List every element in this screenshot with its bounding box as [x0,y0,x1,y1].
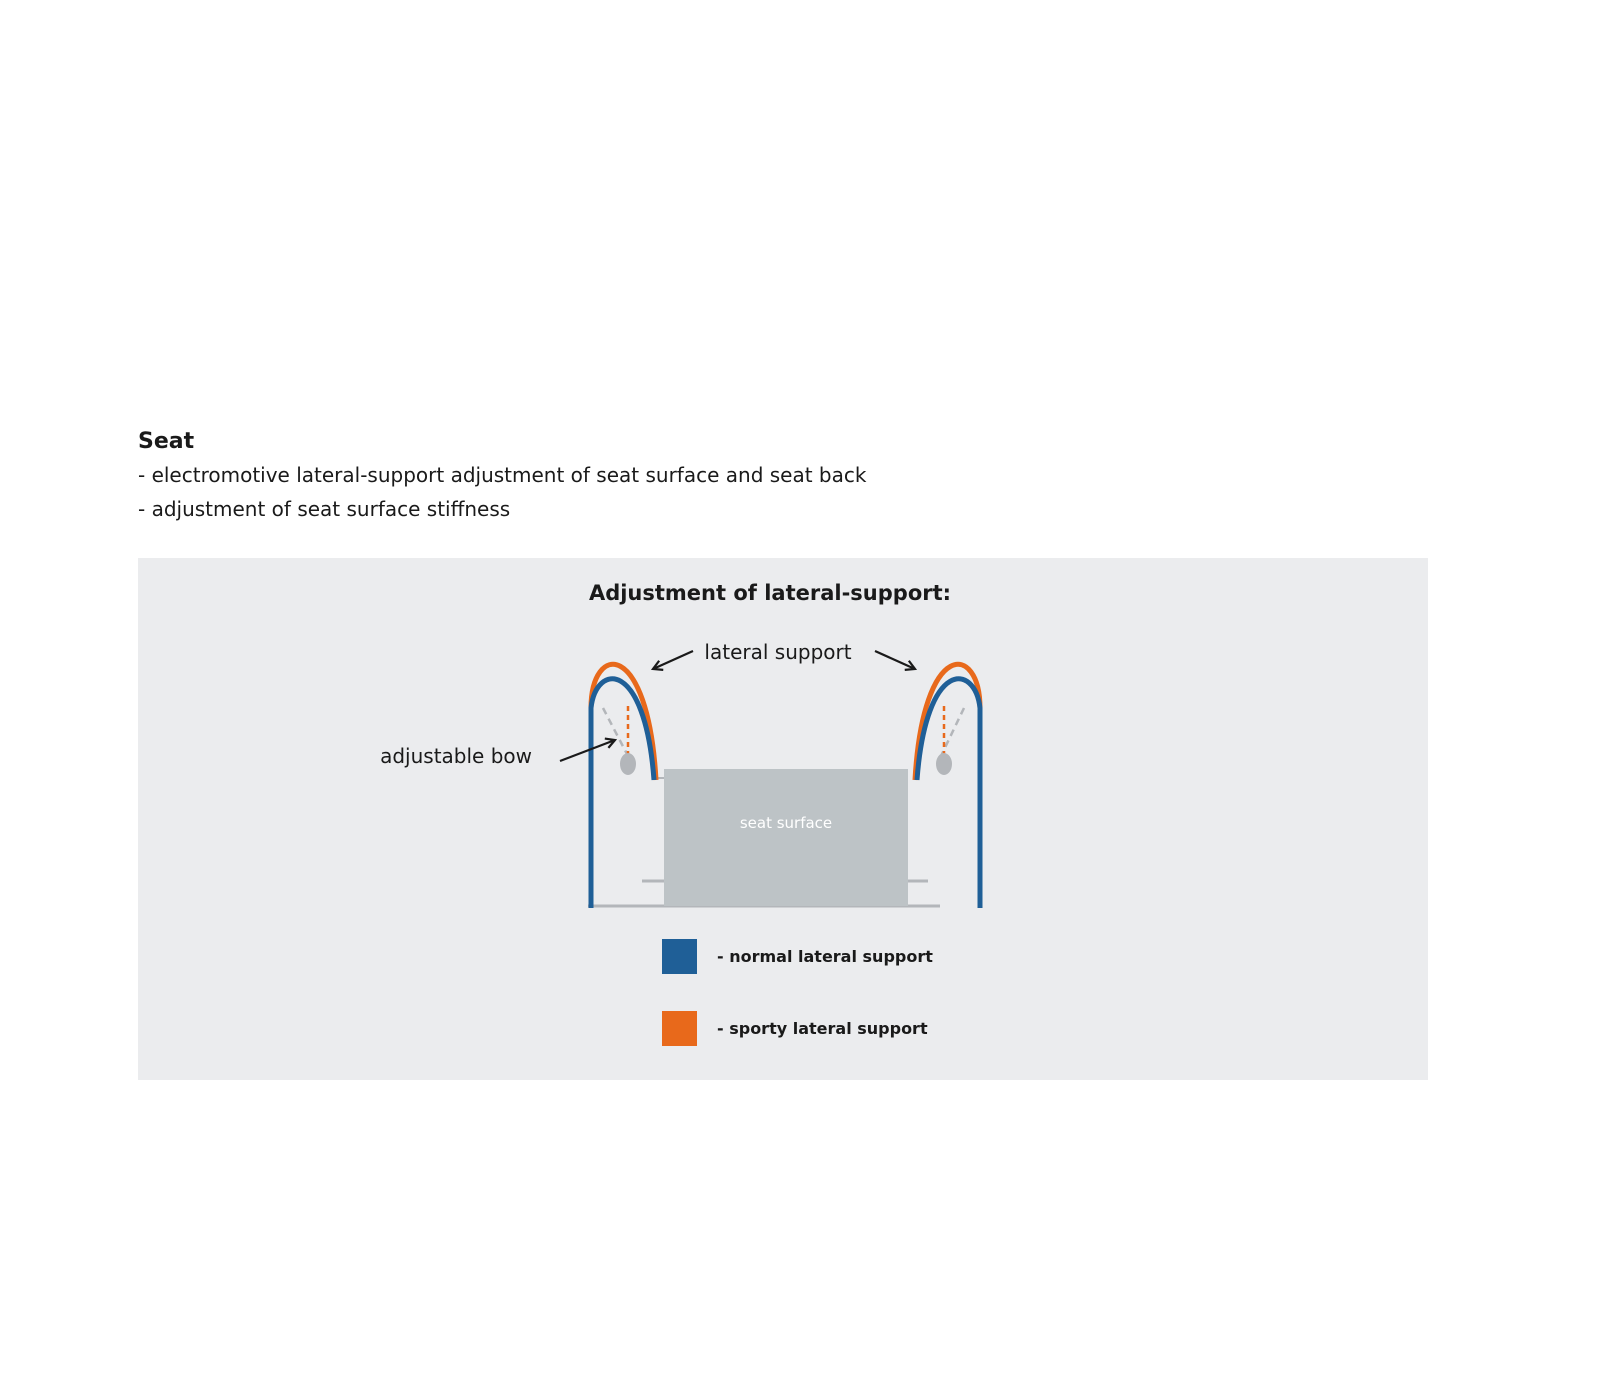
intro-section [138,426,866,526]
adjustable-bow-arrow [560,740,615,761]
seat-surface [664,769,908,906]
section-title: Seat [138,429,195,454]
diagram-panel [138,558,1428,1080]
intro-line-2: - adjustment of seat surface stiffness [138,497,511,521]
lateral-support-arrow-left [653,651,693,669]
normal-swatch [662,939,697,974]
legend-label-sporty: - sporty lateral support [717,1018,928,1038]
seat-surface-label: seat surface [739,814,833,832]
sporty-swatch [662,1011,697,1046]
lateral-support-label: lateral support [704,640,852,664]
left-bow-guide [603,708,628,756]
legend-label-normal: - normal lateral support [717,946,933,966]
legend-item-sporty [662,1010,1022,1046]
legend-item-normal [662,938,1022,974]
intro-line-1: - electromotive lateral-support adjustment of seat surface and seat back [138,463,867,487]
lateral-support-arrow-right [875,651,915,669]
right-bow-pivot [936,753,952,775]
adjustable-bow-label: adjustable bow [380,744,532,768]
diagram-title: Adjustment of lateral-support: [588,581,952,605]
left-bow-pivot [620,753,636,775]
seat-diagram [138,558,1428,1080]
